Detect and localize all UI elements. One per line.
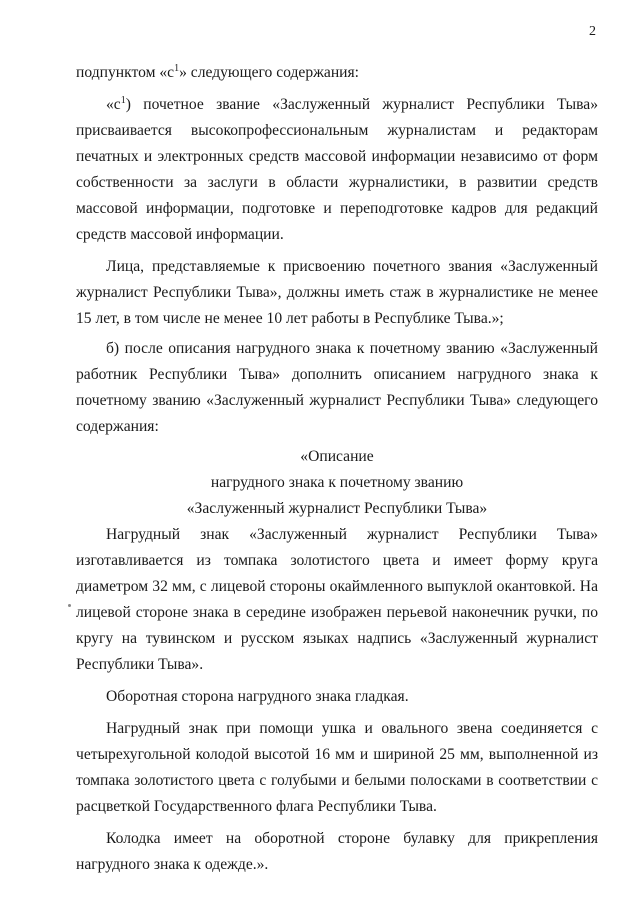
paragraph-attachment: Нагрудный знак при помощи ушка и овального звена соединяется с четырехугольной колодой высотой 16 мм и шириной 25 мм, выполненной из томпака золотистого цвета с голубыми и белыми полосками в соответствии с расцветкой Государственного флага Республики Тыва. <box>76 720 598 815</box>
scan-artifact <box>68 604 71 607</box>
paragraph-definition: «$c^1$) почетное звание «Заслуженный журналист Республики Тыва» присваивается высокопрофессиональным журналистам и редакторам печатных и электронных средств массовой информации независимо от форм собственности за заслуги в области журналистики, в развитии средств массовой информации, подготовке и переподготовке кадров для редакций средств массовой информации. <box>76 94 598 243</box>
heading-line-1: «Описание <box>300 448 374 465</box>
paragraph-pin: Колодка имеет на оборотной стороне булавку для прикрепления нагрудного знака к одежде.». <box>76 830 598 873</box>
page-number: 2 <box>589 24 596 39</box>
heading-line-2: нагрудного знака к почетному званию <box>210 474 464 491</box>
heading-line-3: «Заслуженный журналист Республики Тыва» <box>186 500 488 517</box>
paragraph-badge-description: Нагрудный знак «Заслуженный журналист Республики Тыва» изготавливается из томпака золотистого цвета и имеет форму круга диаметром 32 мм, с лицевой стороны окаймленного выпуклой окантовкой. На лицевой стороне знака в середине изображен перьевой наконечник ручки, по кругу на тувинском и русском языках надпись «Заслуженный журналист Республики Тыва». <box>76 526 598 673</box>
paragraph-amendment: б) после описания нагрудного знака к почетному званию «Заслуженный работник Республики Тыва» дополнить описанием нагрудного знака к почетному званию «Заслуженный журналист Республики Тыва» следующего содержания: <box>76 340 598 435</box>
paragraph-reverse-side: Оборотная сторона нагрудного знака гладкая. <box>106 688 409 705</box>
paragraph-requirements: Лица, представляемые к присвоению почетного звания «Заслуженный журналист Республики Тыва», должны иметь стаж в журналистике не менее 15 лет, в том числе не менее 10 лет работы в Республике Тыва.»; <box>76 258 598 327</box>
paragraph-intro: подпунктом «$c^1$» следующего содержания: <box>76 62 360 81</box>
document-body <box>76 60 598 878</box>
